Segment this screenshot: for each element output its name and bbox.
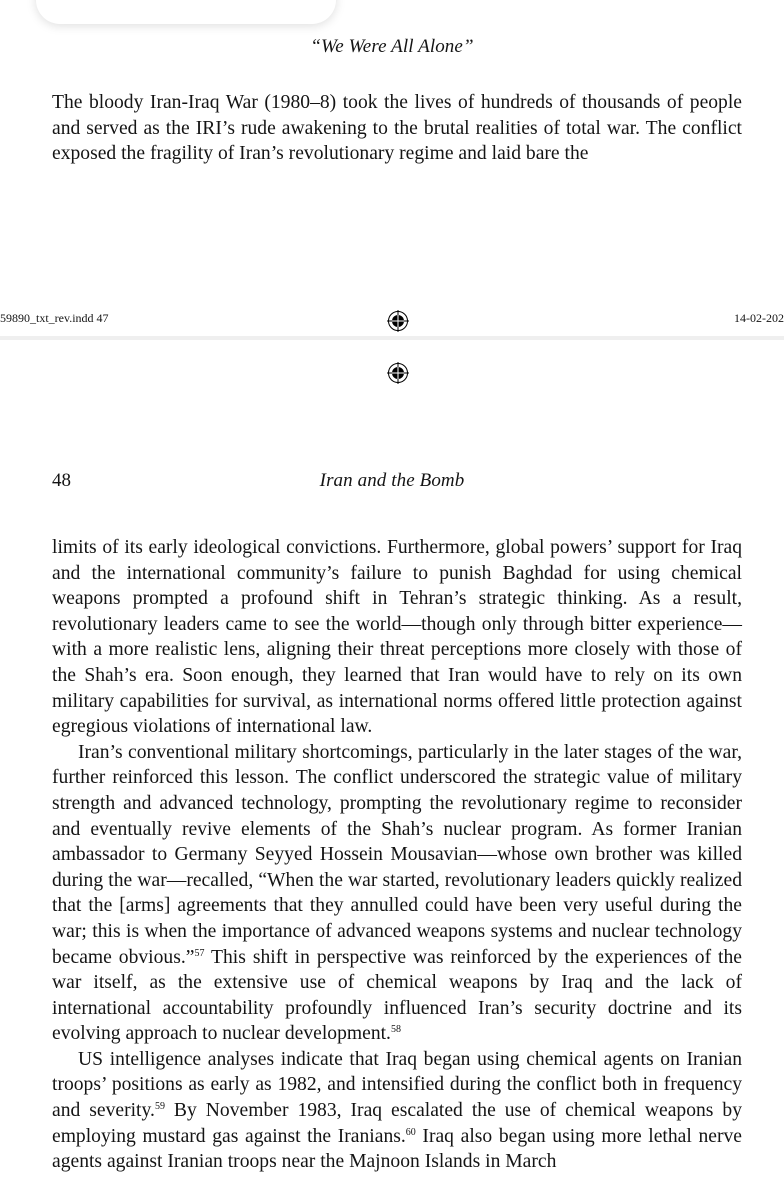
paragraph-2-text-b: This shift in perspective was reinforced by the experiences of the war itself, as the extensive use of chemical weapons by Iraq and the lack of international accountability profoundly influenced Iran’s security doctrine and its evolving approach to nuclear development. (52, 946, 742, 1045)
paragraph-3-text-c: Iraq also began using more lethal nerve agents against Iranian troops near the Majnoon Islands in March (52, 1125, 742, 1173)
footnote-ref-58: 58 (390, 1024, 401, 1036)
paragraph-3-text-b: By November 1983, Iraq escalated the use of chemical weapons by employing mustard gas against the Iranians. (52, 1100, 742, 1147)
slug-file-info: 59890_txt_rev.indd 47 (0, 311, 109, 325)
footnote-ref-60: 60 (405, 1126, 416, 1138)
running-title-bottom: Iran and the Bomb (319, 470, 465, 491)
paragraph-2-text-a: Iran’s conventional military shortcomings, particularly in the later stages of the war, further reinforced this lesson. The conflict underscored the strategic value of military strength and advanced technology, prompting the revolutionary regime to reconsider and eventually revive elements of the Shah’s nuclear program. As former Iranian ambassador to Germany Seyyed Hossein Mousavian—whose own brother was killed during the war—recalled, “When the war started, revolutionary leaders quickly realized that the [arms] agreements that they annulled could have been very useful during the war; this is when the importance of advanced weapons systems and nuclear technology became obvious.” (52, 741, 742, 968)
registration-mark-icon (387, 362, 409, 384)
paragraph-3 (52, 1047, 742, 1175)
registration-mark-icon (387, 310, 409, 332)
top-page-text (52, 90, 742, 167)
top-paragraph: The bloody Iran-Iraq War (1980–8) took the lives of hundreds of thousands of people and served as the IRI’s rude awakening to the brutal realities of total war. The conflict exposed the fragility of Iran’s revolutionary regime and laid bare the (52, 92, 742, 165)
footnote-ref-59: 59 (154, 1101, 165, 1113)
footnote-ref-57: 57 (194, 947, 205, 959)
top-book-page (0, 0, 784, 340)
paragraph-3-text-a: US intelligence analyses indicate that Iraq began using chemical agents on Iranian troops’ positions as early as 1982, and intensified during the conflict both in frequency and severity. (52, 1048, 742, 1122)
paragraph-1: limits of its early ideological convictions. Furthermore, global powers’ support for Iraq and the international community’s failure to punish Baghdad for using chemical weapons prompted a profound shift in Tehran’s strategic thinking. As a result, revolutionary leaders came to see the world—though only through bitter experience—with a more realistic lens, aligning their threat perceptions more closely with those of the Shah’s era. Soon enough, they learned that Iran would have to rely on its own military capabilities for survival, as international norms offered little protection against egregious violations of international law. (52, 537, 742, 738)
page-number: 48 (52, 470, 71, 491)
bottom-page-text (52, 535, 742, 1175)
slug-date: 14-02-202 (734, 311, 784, 325)
overlay-popup-card (36, 0, 336, 24)
running-title-top: “We Were All Alone” (310, 36, 474, 57)
paragraph-2 (52, 740, 742, 1047)
